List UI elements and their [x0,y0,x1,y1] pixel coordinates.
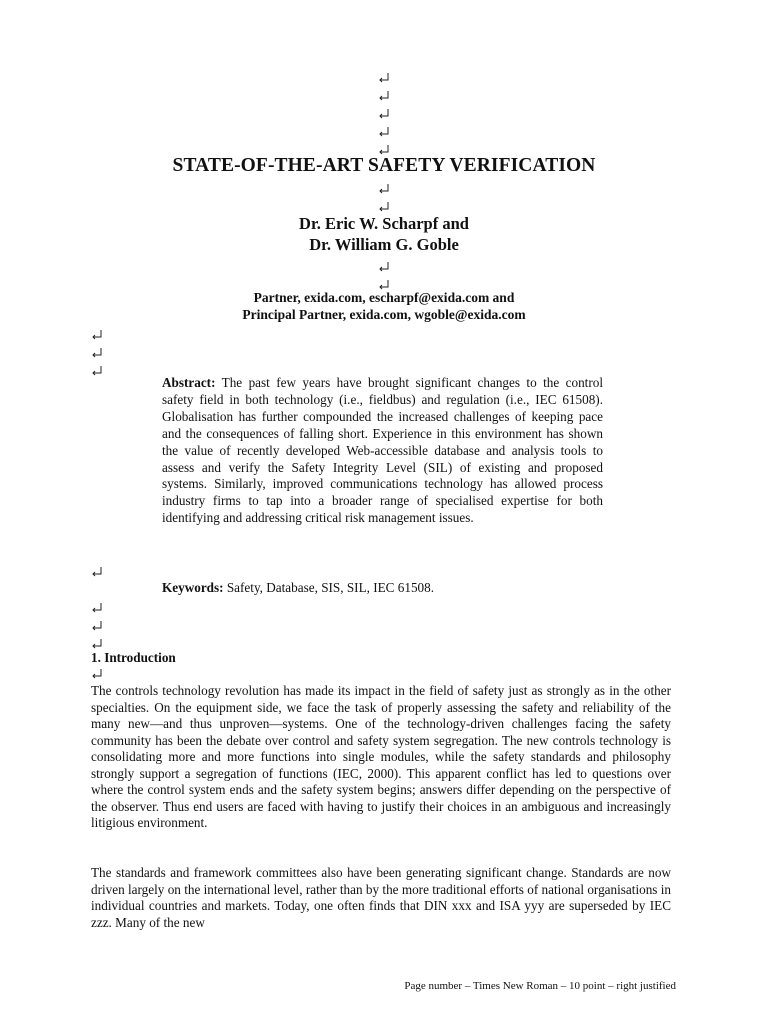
paragraph-mark-icon [378,261,390,273]
affiliation-line-2: Principal Partner, exida.com, wgoble@exida.com [242,307,526,322]
paragraph-mark-icon [378,72,390,84]
paragraph-mark-icon [378,90,390,102]
keywords-label: Keywords: [162,580,224,595]
author-line-1: Dr. Eric W. Scharpf and [299,214,469,233]
keywords [162,580,434,596]
paragraph-mark-icon [91,566,103,578]
paragraph-mark-icon [91,347,103,359]
keywords-text: Safety, Database, SIS, SIL, IEC 61508. [226,580,435,595]
abstract-label: Abstract: [162,375,216,390]
page-footer: Page number – Times New Roman – 10 point – right justified [404,980,676,992]
paragraph-mark-icon [91,365,103,377]
paragraph-mark-icon [378,201,390,213]
body-paragraph-1: The controls technology revolution has made its impact in the field of safety just as strongly as in the other specialties. On the equipment side, we face the task of properly assessing the safety and reliability of the many new—and thus unproven—systems. One of the technology-driven challenges facing the safety community has been the debate over control and safety system segregation. The new controls technology is consolidating more and more functions into single modules, while the safety standards and philosophy strongly support a segregation of functions (IEC, 2000). This apparent conflict has led to questions over where the control system ends and the safety system begins; answers differ depending on the perspective of the observer. Thus end users are faced with having to justify their choices in an ambiguous and increasingly litigious environment. [91,683,671,831]
paragraph-mark-icon [378,126,390,138]
abstract-text: The past few years have brought significant changes to the control safety field in both technology (i.e., fieldbus) and regulation (i.e., IEC 61508). Globalisation has further compounded the increased challenges of keeping pace and the consequences of falling short. Experience in this environment has shown the value of recently developed Web-accessible database and analysis tools to assess and verify the Safety Integrity Level (SIL) of existing and proposed systems. Similarly, improved communications technology has allowed process industry firms to tap into a broader range of specialised expertise for both identifying and addressing critical risk management issues. [162,375,603,526]
affiliation-line-1: Partner, exida.com, escharpf@exida.com and [253,290,515,305]
paragraph-mark-icon [378,108,390,120]
paragraph-mark-icon [91,602,103,614]
paragraph-mark-icon [378,183,390,195]
paragraph-mark-icon [91,329,103,341]
author-line-2: Dr. William G. Goble [309,235,459,254]
paragraph-mark-icon [91,620,103,632]
paragraph-mark-icon [91,638,103,650]
abstract [162,375,603,527]
paragraph-mark-icon [91,668,103,680]
section-heading: 1. Introduction [91,650,176,665]
body-paragraph-2: The standards and framework committees also have been generating significant change. Standards are now driven largely on the international level, rather than by the more traditional efforts of national organisations in individual countries and markets. Today, one often finds that DIN xxx and ISA yyy are superseded by IEC zzz. Many of the new [91,865,671,930]
paper-title: STATE-OF-THE-ART SAFETY VERIFICATION [172,155,596,176]
